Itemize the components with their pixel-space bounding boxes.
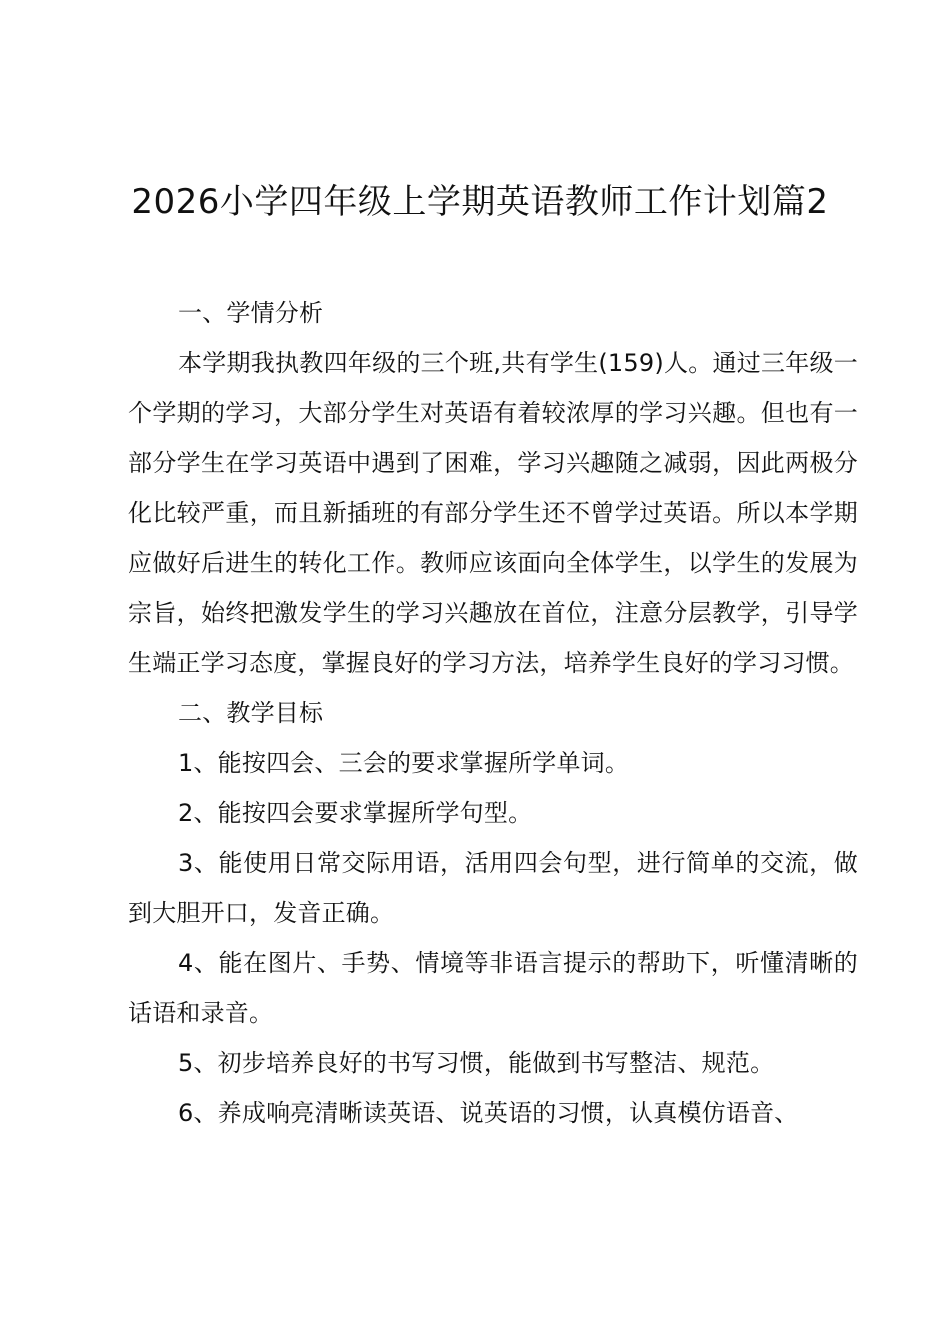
document-title: 2026小学四年级上学期英语教师工作计划篇2 [131, 182, 829, 222]
goal-item-1: 1、能按四会、三会的要求掌握所学单词。 [178, 749, 630, 777]
goal-item-4: 4、能在图片、手势、情境等非语言提示的帮助下，听懂清晰的话语和录音。 [128, 949, 858, 1027]
goal-item-3: 3、能使用日常交际用语，活用四会句型，进行简单的交流，做到大胆开口，发音正确。 [128, 849, 858, 927]
goal-item-5: 5、初步培养良好的书写习惯，能做到书写整洁、规范。 [178, 1049, 775, 1077]
goal-item-2: 2、能按四会要求掌握所学句型。 [178, 799, 533, 827]
section-heading-learning-analysis: 一、学情分析 [178, 299, 324, 327]
section-heading-teaching-goals: 二、教学目标 [178, 699, 324, 727]
goal-item-6: 6、养成响亮清晰读英语、说英语的习惯，认真模仿语音、 [178, 1099, 799, 1127]
document-body [128, 288, 858, 1138]
paragraph-learning-analysis: 本学期我执教四年级的三个班,共有学生(159)人。通过三年级一个学期的学习，大部分学生对英语有着较浓厚的学习兴趣。但也有一部分学生在学习英语中遇到了困难，学习兴趣随之减弱，因此两极分化比较严重，而且新插班的有部分学生还不曾学过英语。所以本学期应做好后进生的转化工作。教师应该面向全体学生，以学生的发展为宗旨，始终把激发学生的学习兴趣放在首位，注意分层教学，引导学生端正学习态度，掌握良好的学习方法，培养学生良好的学习习惯。 [128, 349, 858, 677]
